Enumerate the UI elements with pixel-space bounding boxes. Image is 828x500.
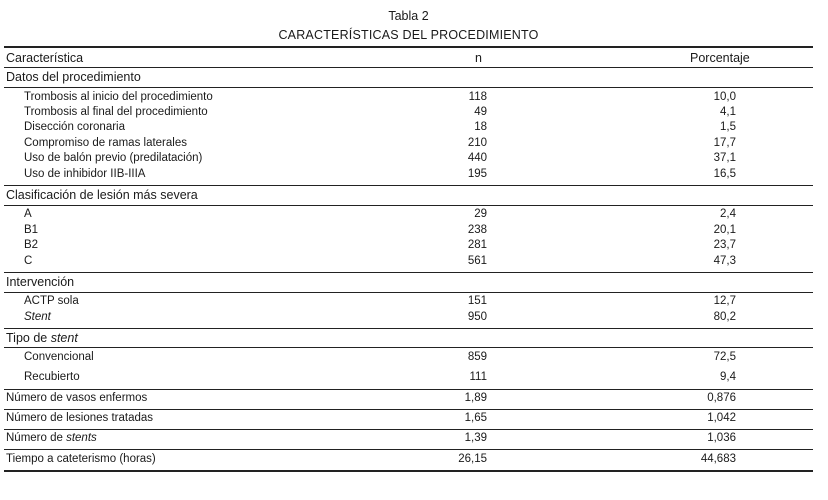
- table-row: [0, 239, 817, 255]
- row-label: ACTP sola: [24, 295, 79, 307]
- rule-section-clasificacion: [4, 205, 813, 206]
- table-row: [0, 432, 817, 448]
- section-title-tipo-stent: [6, 331, 78, 345]
- rule-end-datos: [4, 185, 813, 186]
- rule-header: [4, 67, 813, 68]
- row-n: 18: [474, 121, 487, 133]
- row-n: 26,15: [458, 453, 487, 465]
- row-n: 118: [468, 91, 487, 103]
- rule-end-tipo-stent: [4, 389, 813, 390]
- header-characteristic: Característica: [6, 51, 84, 65]
- table-row: [0, 412, 817, 428]
- row-percent: 72,5: [713, 351, 736, 363]
- row-label: B2: [24, 239, 39, 251]
- row-label-italic: stents: [66, 432, 97, 444]
- rule-section-tipo-stent: [4, 347, 813, 348]
- row-n: 210: [467, 137, 487, 149]
- row-label: A: [24, 208, 32, 220]
- row-label: Uso de balón previo (predilatación): [24, 152, 203, 164]
- row-percent: 10,0: [713, 91, 736, 103]
- row-n: 195: [467, 168, 487, 180]
- row-percent: 37,1: [713, 152, 736, 164]
- rule-top: [4, 46, 813, 48]
- row-label: Tiempo a cateterismo (horas): [6, 453, 156, 465]
- row-percent: 1,5: [720, 121, 736, 133]
- row-label: Número de vasos enfermos: [6, 392, 148, 404]
- row-label: C: [24, 255, 33, 267]
- table-row: [0, 295, 817, 311]
- table-row: [0, 224, 817, 240]
- row-n: 1,65: [464, 412, 487, 424]
- row-percent: 20,1: [713, 224, 736, 236]
- row-label: B1: [24, 224, 39, 236]
- row-label: Stent: [24, 311, 51, 323]
- row-label-prefix: Número de: [6, 432, 67, 444]
- row-percent: 16,5: [713, 168, 736, 180]
- rule-end-intervencion: [4, 328, 813, 329]
- row-label: Disección coronaria: [24, 121, 125, 133]
- row-percent: 17,7: [713, 137, 736, 149]
- row-label: Recubierto: [24, 371, 80, 383]
- table-row: [0, 152, 817, 168]
- row-percent: 23,7: [713, 239, 736, 251]
- row-percent: 80,2: [713, 311, 736, 323]
- table-row: [0, 392, 817, 408]
- row-percent: 1,042: [707, 412, 736, 424]
- row-n: 859: [467, 351, 487, 363]
- row-percent: 44,683: [700, 453, 736, 465]
- row-n: 151: [467, 295, 487, 307]
- row-n: 1,89: [464, 392, 487, 404]
- section-title-datos: Datos del procedimiento: [6, 70, 141, 84]
- table-row: [0, 311, 817, 327]
- row-percent: 12,7: [713, 295, 736, 307]
- row-percent: 2,4: [720, 208, 736, 220]
- rule-bottom: [4, 470, 813, 472]
- row-n: 1,39: [464, 432, 487, 444]
- row-n: 29: [474, 208, 487, 220]
- row-percent: 1,036: [707, 432, 736, 444]
- table-row: [0, 208, 817, 224]
- table-row: [0, 371, 817, 387]
- row-n: 950: [467, 311, 487, 323]
- rule-summary-3: [4, 449, 813, 450]
- section-title-clasificacion: Clasificación de lesión más severa: [6, 188, 198, 202]
- header-percent: Porcentaje: [690, 51, 750, 65]
- row-percent: 9,4: [720, 371, 736, 383]
- section-title-intervencion: Intervención: [6, 275, 75, 289]
- row-percent: 47,3: [713, 255, 736, 267]
- row-n: 238: [467, 224, 487, 236]
- row-label: [6, 432, 97, 444]
- row-label: Número de lesiones tratadas: [6, 412, 154, 424]
- rule-section-datos: [4, 87, 813, 88]
- row-label: Convencional: [24, 351, 94, 363]
- row-percent: 0,876: [707, 392, 736, 404]
- table-row: [0, 106, 817, 122]
- rule-summary-2: [4, 429, 813, 430]
- section-title-prefix: Tipo de: [6, 331, 51, 345]
- table-title: Tabla 2: [388, 9, 429, 23]
- table-row: [0, 453, 817, 469]
- row-n: 281: [467, 239, 487, 251]
- row-label: Uso de inhibidor IIB-IIIA: [24, 168, 146, 180]
- table-row: [0, 255, 817, 271]
- row-n: 49: [474, 106, 487, 118]
- row-label: Compromiso de ramas laterales: [24, 137, 187, 149]
- rule-summary-1: [4, 409, 813, 410]
- row-percent: 4,1: [720, 106, 736, 118]
- row-label: Trombosis al inicio del procedimiento: [24, 91, 213, 103]
- table-subtitle: CARACTERÍSTICAS DEL PROCEDIMIENTO: [278, 28, 539, 42]
- rule-end-clasificacion: [4, 272, 813, 273]
- table-row: [0, 121, 817, 137]
- table-row: [0, 91, 817, 107]
- table-row: [0, 351, 817, 367]
- row-label: Trombosis al final del procedimiento: [24, 106, 208, 118]
- row-n: 111: [469, 371, 487, 383]
- table-row: [0, 168, 817, 184]
- row-n: 440: [467, 152, 487, 164]
- row-n: 561: [467, 255, 487, 267]
- header-n: n: [475, 51, 482, 65]
- table-row: [0, 137, 817, 153]
- rule-section-intervencion: [4, 292, 813, 293]
- section-title-italic: stent: [50, 331, 78, 345]
